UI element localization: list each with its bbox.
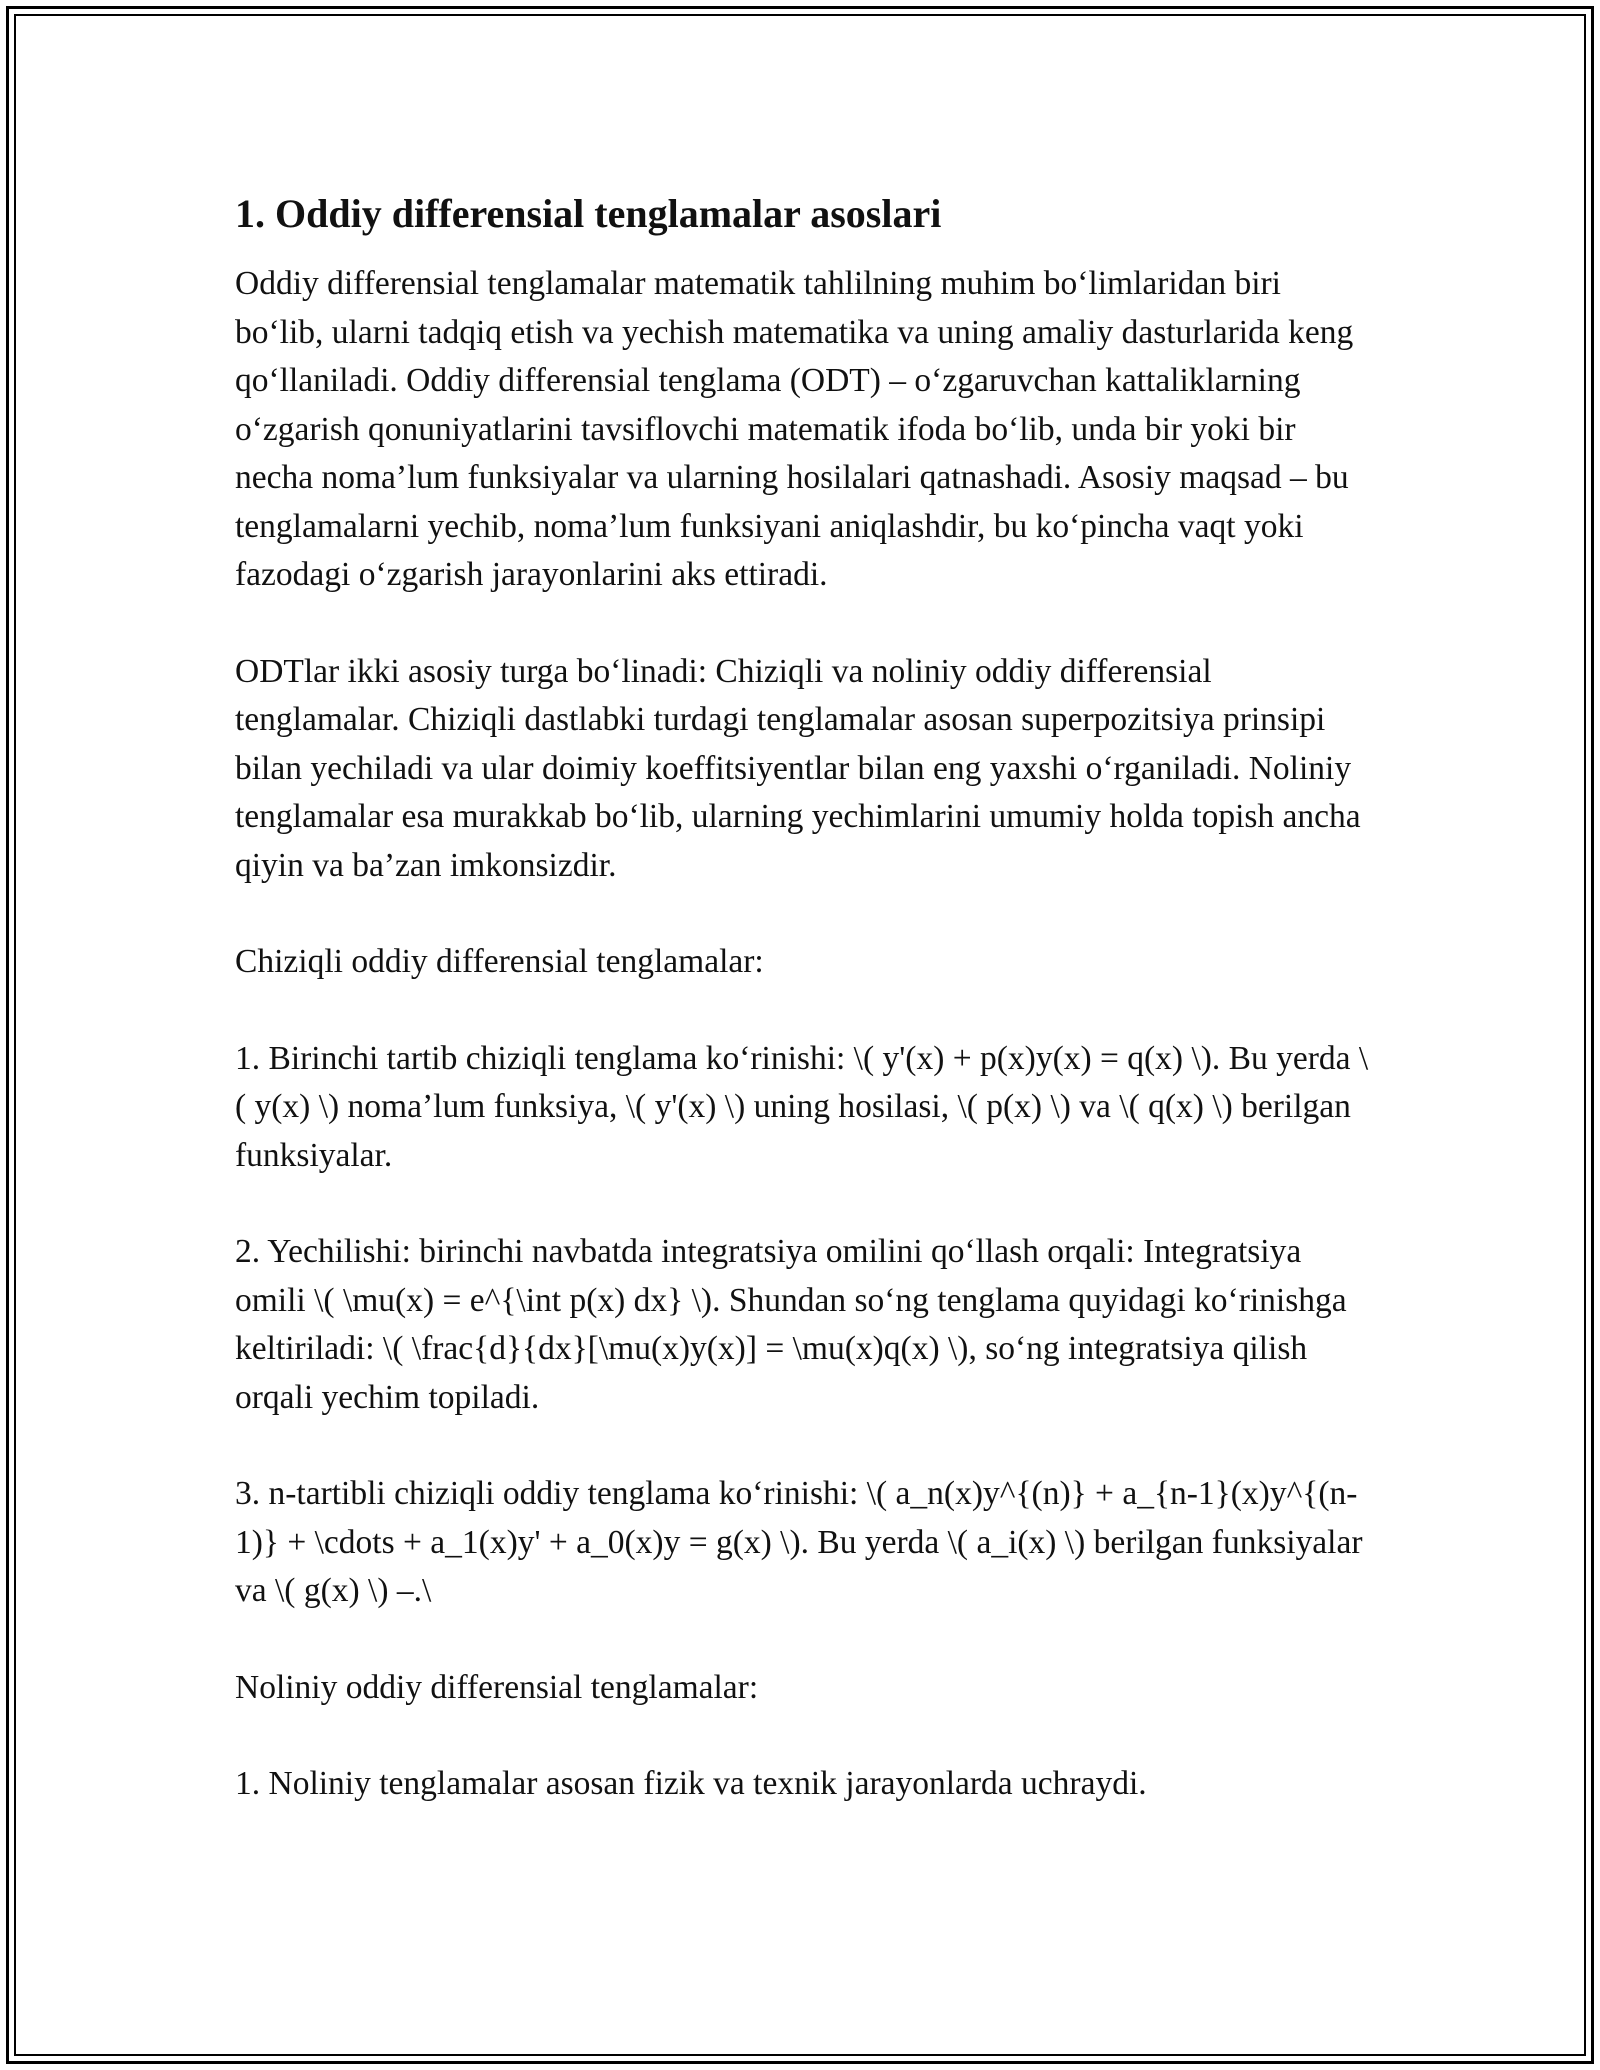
list-item-first-order: 1. Birinchi tartib chiziqli tenglama ko‘rinishi: \( y'(x) + p(x)y(x) = q(x) \). Bu yerda \( y(x) \) noma’lum funksiya, \( y'(x) \) uning hosilasi, \( p(x) \) va \( q(x) \) berilgan funksiyalar. <box>235 1039 1369 1174</box>
list-item-nth-order: 3. n-tartibli chiziqli oddiy tenglama ko‘rinishi: \( a_n(x)y^{(n)} + a_{n-1}(x)y^{(n-1)} + \cdots + a_1(x)y' + a_0(x)y = g(x) \). Bu yerda \( a_i(x) \) berilgan funksiyalar va \( g(x) \) –.\ <box>235 1475 1363 1609</box>
paragraph-intro: Oddiy differensial tenglamalar matematik tahlilning muhim bo‘limlaridan biri bo‘lib, ularni tadqiq etish va yechish matematika va uning amaliy dasturlarida keng qo‘llaniladi. Oddiy differensial tenglama (ODT) – o‘zgaruvchan kattaliklarning o‘zgarish qonuniyatlarini tavsiflovchi matematik ifoda bo‘lib, unda bir yoki bir necha noma’lum funksiyalar va ularning hosilalari qatnashadi. Asosiy maqsad – bu tenglamalarni yechib, noma’lum funksiyani aniqlashdir, bu ko‘pincha vaqt yoki fazodagi o‘zgarish jarayonlarini aks ettiradi. <box>235 265 1354 593</box>
document-body <box>235 188 1370 1857</box>
list-item-nonlinear: 1. Noliniy tenglamalar asosan fizik va texnik jarayonlarda uchraydi. <box>235 1765 1147 1802</box>
section-title: 1. Oddiy differensial tenglamalar asoslari <box>235 191 942 236</box>
list-item-solution: 2. Yechilishi: birinchi navbatda integratsiya omilini qo‘llash orqali: Integratsiya omili \( \mu(x) = e^{\int p(x) dx} \). Shundan so‘ng tenglama quyidagi ko‘rinishga keltiriladi: \( \frac{d}{dx}[\mu(x)y(x)] = \mu(x)q(x) \), so‘ng integratsiya qilish orqali yechim topiladi. <box>235 1233 1347 1416</box>
heading-nonlinear-odes: Noliniy oddiy differensial tenglamalar: <box>235 1668 759 1706</box>
heading-linear-odes: Chiziqli oddiy differensial tenglamalar: <box>235 943 764 980</box>
paragraph-types: ODTlar ikki asosiy turga bo‘linadi: Chiziqli va noliniy oddiy differensial tenglamalar. Chiziqli dastlabki turdagi tenglamalar asosan superpozitsiya prinsipi bilan yechiladi va ular doimiy koeffitsiyentlar bilan eng yaxshi o‘rganiladi. Noliniy tenglamalar esa murakkab bo‘lib, ularning yechimlarini umumiy holda topish ancha qiyin va ba’zan imkonsizdir. <box>235 652 1361 884</box>
